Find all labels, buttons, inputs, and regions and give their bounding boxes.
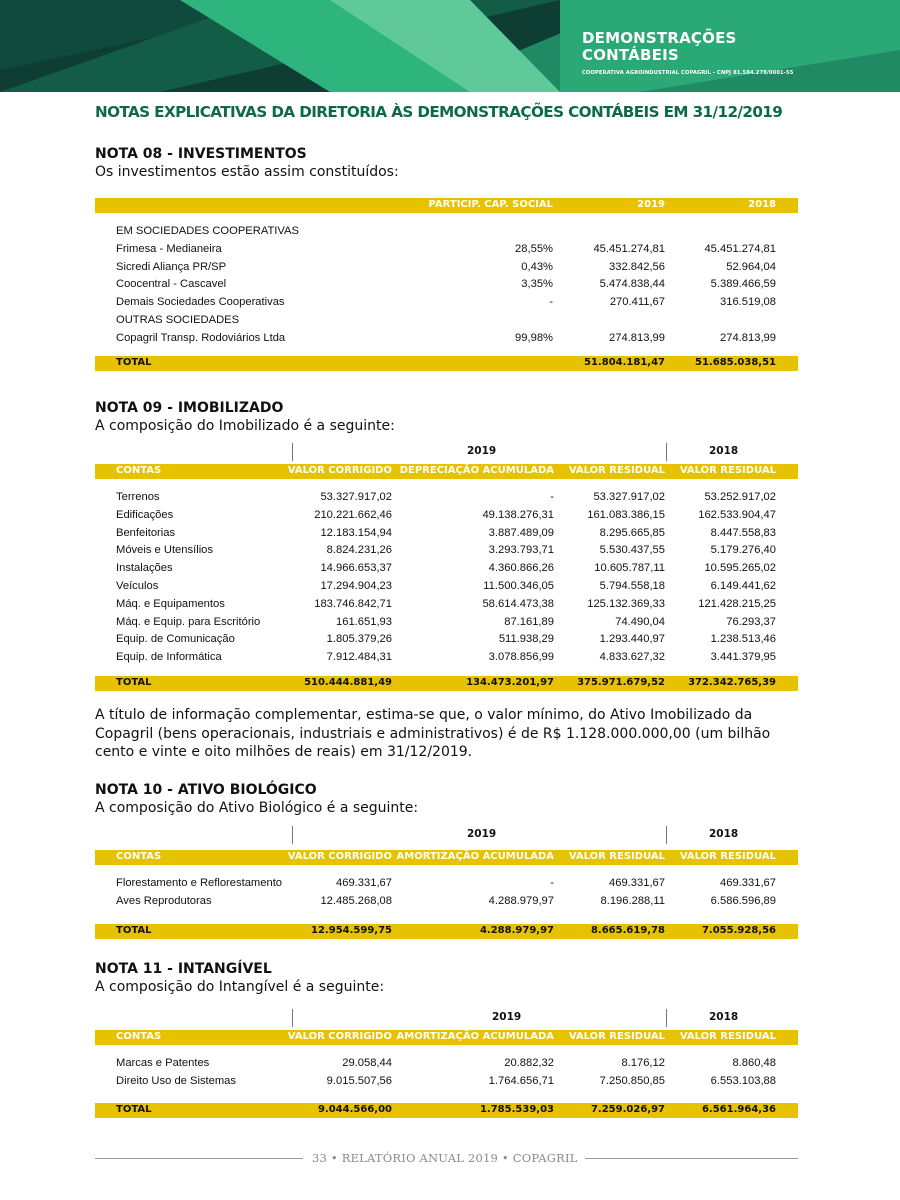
row-residual-2019: 8.295.665,85 xyxy=(599,526,665,539)
nota11-year-row xyxy=(95,1009,798,1027)
year-2018: 2018 xyxy=(709,445,739,457)
total-residual-2018: 372.342.765,39 xyxy=(688,677,776,688)
footer-rule-right xyxy=(585,1158,798,1159)
header-amortizacao: AMORTIZAÇÃO ACUMULADA xyxy=(396,1031,554,1042)
total-2018: 51.685.038,51 xyxy=(695,357,776,368)
row-depreciacao: 511.938,29 xyxy=(498,633,554,646)
table-row xyxy=(95,1073,798,1091)
row-residual-2018: 53.252.917,02 xyxy=(704,491,776,503)
row-residual-2019: 8.176,12 xyxy=(621,1057,665,1069)
row-label: Equip. de Comunicação xyxy=(116,633,235,646)
row-valor-corrigido: 7.912.484,31 xyxy=(326,651,392,664)
year-2018: 2018 xyxy=(709,1011,739,1023)
row-2018: 52.964,04 xyxy=(726,260,776,273)
row-label: Aves Reprodutoras xyxy=(116,894,212,907)
table-row xyxy=(95,276,798,294)
row-residual-2019: 10.605.787,11 xyxy=(594,562,665,575)
year-2018: 2018 xyxy=(709,828,739,840)
footer-rule-left xyxy=(95,1158,303,1159)
row-2018: 5.389.466,59 xyxy=(710,278,776,291)
row-2018: 274.813,99 xyxy=(720,331,776,344)
row-valor-corrigido: 183.746.842,71 xyxy=(314,597,392,610)
row-valor-corrigido: 53.327.917,02 xyxy=(320,491,392,503)
row-amortizacao: - xyxy=(550,877,554,889)
row-residual-2019: 469.331,67 xyxy=(609,877,665,889)
total-label: TOTAL xyxy=(116,357,152,368)
row-2019: 332.842,56 xyxy=(609,260,665,273)
row-valor-corrigido: 161.651,93 xyxy=(336,615,392,628)
header-valor-corrigido: VALOR CORRIGIDO xyxy=(287,851,392,862)
table-row xyxy=(95,241,798,259)
header-contas: CONTAS xyxy=(116,465,162,476)
row-label: Florestamento e Reflorestamento xyxy=(116,877,283,889)
row-valor-corrigido: 210.221.662,46 xyxy=(314,508,392,521)
total-residual-2018: 7.055.928,56 xyxy=(701,925,776,936)
row-label: EM SOCIEDADES COOPERATIVAS xyxy=(116,225,299,237)
header-2019: 2019 xyxy=(637,199,665,210)
row-residual-2018: 76.293,37 xyxy=(726,615,776,628)
row-particip: 0,43% xyxy=(521,260,553,273)
row-2019: 270.411,67 xyxy=(609,296,665,309)
nota09-year-row xyxy=(95,443,798,461)
row-residual-2019: 74.490,04 xyxy=(615,615,665,628)
row-residual-2018: 3.441.379,95 xyxy=(710,651,776,664)
table-row xyxy=(95,259,798,277)
row-residual-2019: 4.833.627,32 xyxy=(599,651,665,664)
row-valor-corrigido: 12.485.268,08 xyxy=(320,894,392,907)
header-particip: PARTICIP. CAP. SOCIAL xyxy=(428,199,553,210)
total-label: TOTAL xyxy=(116,925,152,936)
row-residual-2018: 5.179.276,40 xyxy=(710,544,776,557)
row-valor-corrigido: 1.805.379,26 xyxy=(326,633,392,646)
row-residual-2019: 5.794.558,18 xyxy=(599,579,665,592)
total-label: TOTAL xyxy=(116,1104,152,1115)
row-amortizacao: 1.764.656,71 xyxy=(488,1074,554,1087)
row-label: Equip. de Informática xyxy=(116,651,222,664)
total-valor-corrigido: 12.954.599,75 xyxy=(311,925,392,936)
total-amortizacao: 4.288.979,97 xyxy=(479,925,554,936)
total-valor-corrigido: 9.044.566,00 xyxy=(317,1104,392,1115)
row-label: Copagril Transp. Rodoviários Ltda xyxy=(116,331,286,344)
year-2019: 2019 xyxy=(492,1011,522,1023)
table-row xyxy=(95,649,798,667)
row-valor-corrigido: 9.015.507,56 xyxy=(326,1074,392,1087)
nota08-table-body xyxy=(95,223,798,348)
row-residual-2018: 121.428.215,25 xyxy=(698,597,776,610)
row-label: Móveis e Utensílios xyxy=(116,544,213,557)
row-depreciacao: 3.078.856,99 xyxy=(488,651,554,664)
nota09-table-body xyxy=(95,489,798,667)
nota11-total-bar xyxy=(95,1103,798,1118)
row-depreciacao: 87.161,89 xyxy=(504,615,554,628)
header-valor-residual-2019: VALOR RESIDUAL xyxy=(568,851,665,862)
row-label: Demais Sociedades Cooperativas xyxy=(116,296,285,309)
nota10-table-body xyxy=(95,875,798,911)
nota08-header-bar xyxy=(95,198,798,213)
table-row xyxy=(95,525,798,543)
nota09-intro: A composição do Imobilizado é a seguinte: xyxy=(95,418,395,434)
row-residual-2019: 5.530.437,55 xyxy=(599,544,665,557)
banner-title-line1: DEMONSTRAÇÕES xyxy=(582,29,737,47)
row-label: Coocentral - Cascavel xyxy=(116,278,227,291)
header-valor-residual-2018: VALOR RESIDUAL xyxy=(679,465,776,476)
row-residual-2018: 10.595.265,02 xyxy=(704,562,776,575)
total-residual-2019: 8.665.619,78 xyxy=(590,925,665,936)
banner-title xyxy=(582,30,737,64)
nota08-intro: Os investimentos estão assim constituídos: xyxy=(95,164,399,180)
row-2019: 45.451.274,81 xyxy=(593,242,665,255)
year-divider xyxy=(666,826,667,844)
year-divider xyxy=(292,443,293,461)
total-depreciacao: 134.473.201,97 xyxy=(466,677,554,688)
total-amortizacao: 1.785.539,03 xyxy=(479,1104,554,1115)
nota10-title: NOTA 10 - ATIVO BIOLÓGICO xyxy=(95,782,317,798)
row-particip: 99,98% xyxy=(515,331,553,344)
header-contas: CONTAS xyxy=(116,1031,162,1042)
nota09-title: NOTA 09 - IMOBILIZADO xyxy=(95,400,284,416)
row-residual-2019: 161.083.386,15 xyxy=(587,508,665,521)
row-residual-2018: 1.238.513,46 xyxy=(710,633,776,646)
header-amortizacao: AMORTIZAÇÃO ACUMULADA xyxy=(396,851,554,862)
nota10-intro: A composição do Ativo Biológico é a seguinte: xyxy=(95,800,419,816)
row-label: OUTRAS SOCIEDADES xyxy=(116,313,240,326)
row-label: Instalações xyxy=(116,562,173,575)
header-valor-residual-2018: VALOR RESIDUAL xyxy=(679,851,776,862)
row-residual-2019: 1.293.440,97 xyxy=(599,633,665,646)
header-banner xyxy=(0,0,900,92)
banner-subtitle: COOPERATIVA AGROINDUSTRIAL COPAGRIL - CNPJ 81.584.278/0001-55 xyxy=(582,70,794,76)
table-row xyxy=(95,596,798,614)
header-valor-residual-2019: VALOR RESIDUAL xyxy=(568,1031,665,1042)
nota11-table-body xyxy=(95,1055,798,1091)
row-particip: - xyxy=(549,296,553,309)
nota11-header-bar xyxy=(95,1030,798,1045)
row-valor-corrigido: 469.331,67 xyxy=(336,877,392,889)
row-label: Edificações xyxy=(116,508,174,521)
row-2018: 45.451.274,81 xyxy=(704,242,776,255)
row-label: Benfeitorias xyxy=(116,526,176,539)
row-residual-2019: 7.250.850,85 xyxy=(599,1074,665,1087)
nota11-intro: A composição do Intangível é a seguinte: xyxy=(95,979,385,995)
table-row xyxy=(95,294,798,312)
row-particip: 3,35% xyxy=(521,278,553,291)
row-2018: 316.519,08 xyxy=(720,296,776,309)
row-residual-2019: 8.196.288,11 xyxy=(600,894,665,907)
row-label: Máq. e Equip. para Escritório xyxy=(116,615,261,628)
row-depreciacao: 3.293.793,71 xyxy=(488,544,554,557)
row-label: Frimesa - Medianeira xyxy=(116,242,222,255)
year-2019: 2019 xyxy=(467,445,497,457)
row-valor-corrigido: 8.824.231,26 xyxy=(326,544,392,557)
nota09-header-bar xyxy=(95,464,798,479)
row-label: Terrenos xyxy=(116,491,160,503)
nota10-total-bar xyxy=(95,924,798,939)
row-depreciacao: 58.614.473,38 xyxy=(482,597,554,610)
row-label: Veículos xyxy=(116,579,159,592)
table-row xyxy=(95,542,798,560)
table-row xyxy=(95,578,798,596)
row-residual-2018: 469.331,67 xyxy=(720,877,776,889)
nota10-header-bar xyxy=(95,850,798,865)
row-depreciacao: 4.360.866,26 xyxy=(488,562,554,575)
header-2018: 2018 xyxy=(748,199,776,210)
table-row xyxy=(95,489,798,507)
year-divider xyxy=(666,443,667,461)
table-row xyxy=(95,223,798,241)
table-row xyxy=(95,893,798,911)
nota08-total-bar xyxy=(95,356,798,371)
year-2019: 2019 xyxy=(467,828,497,840)
nota08-title: NOTA 08 - INVESTIMENTOS xyxy=(95,146,307,162)
header-valor-residual-2019: VALOR RESIDUAL xyxy=(568,465,665,476)
page-title: NOTAS EXPLICATIVAS DA DIRETORIA ÀS DEMONSTRAÇÕES CONTÁBEIS EM 31/12/2019 xyxy=(95,103,783,121)
row-residual-2019: 125.132.369,33 xyxy=(587,597,665,610)
header-valor-residual-2018: VALOR RESIDUAL xyxy=(679,1031,776,1042)
table-row xyxy=(95,507,798,525)
row-depreciacao: 11.500.346,05 xyxy=(483,579,554,592)
table-row xyxy=(95,614,798,632)
header-contas: CONTAS xyxy=(116,851,162,862)
row-depreciacao: 3.887.489,09 xyxy=(488,526,554,539)
row-residual-2018: 8.860,48 xyxy=(732,1057,776,1069)
row-label: Marcas e Patentes xyxy=(116,1057,210,1069)
row-valor-corrigido: 17.294.904,23 xyxy=(320,579,392,592)
total-residual-2019: 7.259.026,97 xyxy=(590,1104,665,1115)
row-residual-2018: 162.533.904,47 xyxy=(698,508,776,521)
banner-title-line2: CONTÁBEIS xyxy=(582,46,679,64)
year-divider xyxy=(666,1009,667,1027)
header-depreciacao: DEPRECIAÇÃO ACUMULADA xyxy=(399,465,554,476)
table-row xyxy=(95,631,798,649)
row-2019: 274.813,99 xyxy=(609,331,665,344)
header-valor-corrigido: VALOR CORRIGIDO xyxy=(287,465,392,476)
row-label: Sicredi Aliança PR/SP xyxy=(116,260,227,273)
row-valor-corrigido: 12.183.154,94 xyxy=(320,526,392,539)
row-valor-corrigido: 29.058,44 xyxy=(342,1057,392,1069)
row-valor-corrigido: 14.966.653,37 xyxy=(320,562,392,575)
row-depreciacao: 49.138.276,31 xyxy=(482,508,554,521)
nota10-year-row xyxy=(95,826,798,844)
total-residual-2019: 375.971.679,52 xyxy=(577,677,665,688)
total-2019: 51.804.181,47 xyxy=(584,357,665,368)
table-row xyxy=(95,1055,798,1073)
footer-text: 33 • RELATÓRIO ANUAL 2019 • COPAGRIL xyxy=(312,1151,578,1165)
year-divider xyxy=(292,826,293,844)
header-valor-corrigido: VALOR CORRIGIDO xyxy=(287,1031,392,1042)
table-row xyxy=(95,875,798,893)
total-label: TOTAL xyxy=(116,677,152,688)
row-depreciacao: - xyxy=(550,491,554,503)
row-residual-2018: 6.553.103,88 xyxy=(710,1074,776,1087)
row-residual-2018: 8.447.558,83 xyxy=(710,526,776,539)
row-label: Direito Uso de Sistemas xyxy=(116,1074,236,1087)
year-divider xyxy=(292,1009,293,1027)
row-label: Máq. e Equipamentos xyxy=(116,597,225,610)
row-2019: 5.474.838,44 xyxy=(599,278,665,291)
nota09-total-bar xyxy=(95,676,798,691)
total-residual-2018: 6.561.964,36 xyxy=(701,1104,776,1115)
complementary-paragraph: A título de informação complementar, estima-se que, o valor mínimo, do Ativo Imobilizado da Copagril (bens operacionais, industriais e administrativos) é de R$ 1.128.000.000,00 (um bilhão cento e vinte e oito milhões de reais) em 31/12/2019. xyxy=(95,707,771,760)
page-footer xyxy=(0,1148,900,1168)
banner-graphic xyxy=(0,0,900,92)
table-row xyxy=(95,560,798,578)
row-amortizacao: 20.882,32 xyxy=(504,1057,554,1069)
table-row xyxy=(95,330,798,348)
total-valor-corrigido: 510.444.881,49 xyxy=(304,677,392,688)
row-particip: 28,55% xyxy=(515,242,553,255)
row-residual-2018: 6.586.596,89 xyxy=(710,894,776,907)
nota11-title: NOTA 11 - INTANGÍVEL xyxy=(95,961,272,977)
row-amortizacao: 4.288.979,97 xyxy=(488,894,554,907)
row-residual-2019: 53.327.917,02 xyxy=(593,491,665,503)
row-residual-2018: 6.149.441,62 xyxy=(710,579,776,592)
table-row xyxy=(95,312,798,330)
